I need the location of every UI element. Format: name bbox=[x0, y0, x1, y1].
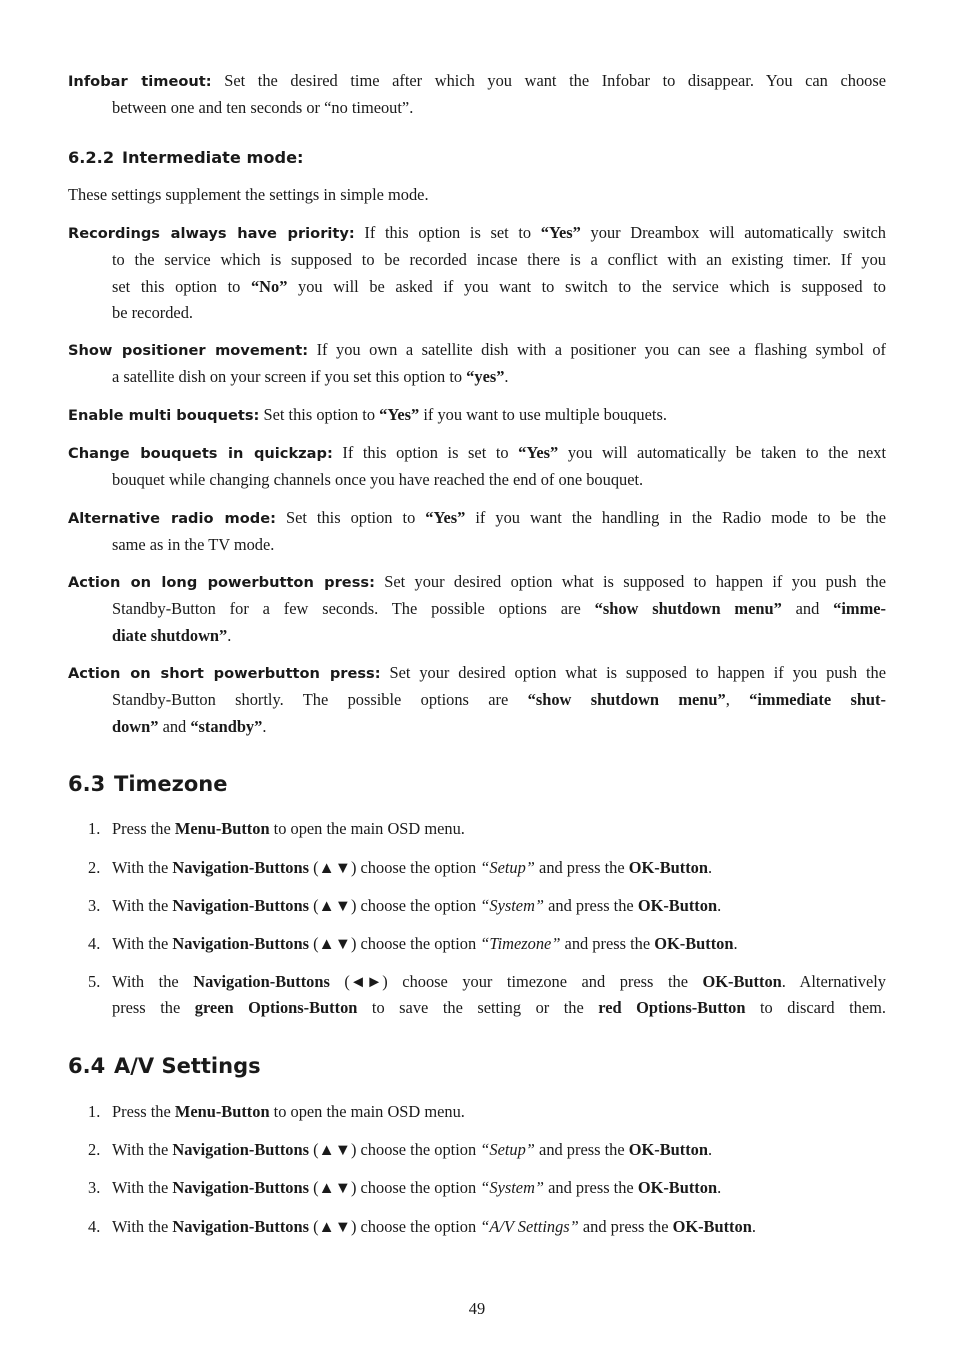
text: Press the bbox=[112, 819, 171, 838]
text: bouquet while changing channels once you have reached the end of one bouquet. bbox=[112, 470, 644, 490]
list-item bbox=[68, 1175, 886, 1201]
text: , bbox=[725, 690, 730, 710]
list-item bbox=[68, 969, 886, 1022]
def-short-powerbutton bbox=[68, 660, 886, 740]
button-name: Navigation-Buttons bbox=[172, 858, 309, 877]
text: Set the desired time after which you want the Infobar to disappear. You can choose bbox=[224, 71, 886, 90]
heading-number: 6.4 bbox=[68, 1054, 106, 1078]
button-name: Navigation-Buttons bbox=[193, 972, 330, 991]
section-heading-6-3 bbox=[68, 768, 886, 800]
text: With the bbox=[112, 896, 169, 915]
def-long-powerbutton bbox=[68, 569, 886, 649]
list-item bbox=[68, 1214, 886, 1240]
button-name: Navigation-Buttons bbox=[172, 896, 309, 915]
heading-title: Intermediate mode: bbox=[122, 148, 304, 167]
list-number: 3. bbox=[88, 1178, 101, 1197]
term: Change bouquets in quickzap: bbox=[68, 445, 333, 462]
text: Set your desired option what is supposed to happen if you push the bbox=[389, 663, 886, 682]
menu-option: “Setup” bbox=[480, 858, 535, 877]
value: “Yes” bbox=[518, 443, 559, 462]
def-infobar-timeout bbox=[68, 68, 886, 122]
button-name: red Options-Button bbox=[598, 998, 746, 1018]
button-name: OK-Button bbox=[654, 934, 734, 953]
text: . bbox=[717, 896, 722, 915]
term: Infobar timeout: bbox=[68, 73, 212, 90]
text: Press the bbox=[112, 1102, 171, 1121]
text: and press the bbox=[548, 896, 634, 915]
text: be recorded. bbox=[112, 303, 193, 323]
text: and bbox=[162, 716, 187, 736]
list-number: 1. bbox=[88, 819, 101, 838]
text: . bbox=[751, 1217, 756, 1236]
button-name: OK-Button bbox=[637, 1178, 718, 1197]
text: to discard them. bbox=[759, 998, 886, 1018]
def-positioner-movement bbox=[68, 337, 886, 391]
text: same as in the TV mode. bbox=[112, 535, 275, 555]
button-name: OK-Button bbox=[702, 972, 782, 991]
heading-title: A/V Settings bbox=[114, 1054, 261, 1078]
button-name: OK-Button bbox=[672, 1217, 752, 1236]
text: . bbox=[733, 934, 738, 953]
def-quickzap bbox=[68, 440, 886, 494]
intro-paragraph: These settings supplement the settings in simple mode. bbox=[68, 185, 429, 204]
text: and press the bbox=[539, 858, 625, 877]
text: and press the bbox=[564, 934, 651, 953]
text: set this option to bbox=[112, 276, 241, 296]
button-name: Navigation-Buttons bbox=[172, 1140, 309, 1159]
text: With the bbox=[112, 934, 169, 953]
button-name: green Options-Button bbox=[194, 998, 358, 1018]
text: Set this option to bbox=[285, 508, 416, 527]
button-name: Navigation-Buttons bbox=[172, 1217, 309, 1236]
term: Recordings always have priority: bbox=[68, 225, 355, 242]
value: “show shutdown menu” bbox=[527, 690, 726, 710]
text: if you want to use multiple bouquets. bbox=[423, 405, 667, 424]
text: . Alternatively bbox=[781, 972, 886, 991]
list-number: 4. bbox=[88, 1217, 101, 1236]
text: If you own a satellite dish with a positioner you can see a flashing symbol of bbox=[316, 340, 886, 359]
list-number: 1. bbox=[88, 1102, 101, 1121]
text: . bbox=[504, 367, 509, 387]
text: With the bbox=[112, 858, 169, 877]
term: Show positioner movement: bbox=[68, 342, 309, 359]
page-number: 49 bbox=[468, 1299, 486, 1318]
text: to open the main OSD menu. bbox=[273, 1102, 465, 1121]
value: down” bbox=[112, 716, 159, 736]
text: With the bbox=[112, 1178, 169, 1197]
list-number: 2. bbox=[88, 858, 101, 877]
def-radio-mode bbox=[68, 505, 886, 559]
section-heading-6-4 bbox=[68, 1050, 886, 1082]
menu-option: “Setup” bbox=[480, 1140, 535, 1159]
text: (▲▼) choose the option bbox=[313, 1217, 477, 1236]
value: “immediate shut- bbox=[749, 690, 886, 710]
button-name: OK-Button bbox=[628, 1140, 708, 1159]
menu-option: “System” bbox=[480, 1178, 545, 1197]
text: and bbox=[795, 599, 820, 619]
term: Action on long powerbutton press: bbox=[68, 574, 375, 591]
text: . bbox=[262, 716, 267, 736]
value: “Yes” bbox=[540, 223, 581, 242]
heading-title: Timezone bbox=[114, 772, 228, 796]
text: (▲▼) choose the option bbox=[313, 896, 477, 915]
def-multi-bouquets bbox=[68, 402, 886, 429]
value: “Yes” bbox=[425, 508, 466, 527]
text: If this option is set to bbox=[364, 223, 532, 242]
list-number: 2. bbox=[88, 1140, 101, 1159]
heading-number: 6.3 bbox=[68, 772, 106, 796]
text: press the bbox=[112, 998, 181, 1018]
text: . bbox=[707, 1140, 713, 1159]
button-name: Menu-Button bbox=[174, 1102, 270, 1121]
value: “show shutdown menu” bbox=[594, 599, 782, 619]
text: if you want the handling in the Radio mode to be the bbox=[475, 508, 886, 527]
button-name: OK-Button bbox=[628, 858, 708, 877]
text: Standby-Button shortly. The possible options are bbox=[112, 690, 509, 710]
text: (▲▼) choose the option bbox=[313, 1178, 477, 1197]
text: and press the bbox=[548, 1178, 634, 1197]
button-name: Menu-Button bbox=[174, 819, 270, 838]
def-recordings-priority bbox=[68, 220, 886, 327]
value: “standby” bbox=[190, 716, 263, 736]
list-item bbox=[68, 893, 886, 919]
text: With the bbox=[112, 972, 179, 991]
text: (▲▼) choose the option bbox=[313, 858, 477, 877]
menu-option: “A/V Settings” bbox=[480, 1217, 579, 1236]
heading-number: 6.2.2 bbox=[68, 148, 115, 167]
text: Set this option to bbox=[263, 405, 376, 424]
text: (◄►) choose your timezone and press the bbox=[344, 972, 688, 991]
list-item bbox=[68, 1099, 886, 1125]
button-name: OK-Button bbox=[637, 896, 718, 915]
list-item bbox=[68, 855, 886, 881]
list-number: 4. bbox=[88, 934, 101, 953]
value: “imme- bbox=[833, 599, 886, 619]
list-item bbox=[68, 1137, 886, 1163]
text: If this option is set to bbox=[342, 443, 509, 462]
value: “No” bbox=[250, 276, 288, 296]
term: Alternative radio mode: bbox=[68, 510, 276, 527]
text: With the bbox=[112, 1217, 169, 1236]
text: Set your desired option what is supposed to happen if you push the bbox=[384, 572, 886, 591]
menu-option: “Timezone” bbox=[480, 934, 561, 953]
value: “yes” bbox=[466, 367, 505, 387]
text: a satellite dish on your screen if you set this option to bbox=[112, 367, 463, 387]
list-number: 5. bbox=[88, 972, 101, 991]
text: you will be asked if you want to switch to the service which is supposed to bbox=[298, 276, 886, 296]
value: “Yes” bbox=[379, 405, 420, 424]
text: and press the bbox=[582, 1217, 669, 1236]
text: you will automatically be taken to the next bbox=[567, 443, 886, 462]
subsection-heading-6-2-2 bbox=[68, 144, 886, 172]
button-name: Navigation-Buttons bbox=[172, 934, 309, 953]
text: (▲▼) choose the option bbox=[313, 1140, 477, 1159]
text: to open the main OSD menu. bbox=[273, 819, 465, 838]
text: . bbox=[707, 858, 713, 877]
list-item bbox=[68, 816, 886, 842]
list-item bbox=[68, 931, 886, 957]
term: Action on short powerbutton press: bbox=[68, 665, 381, 682]
text: to the service which is supposed to be recorded incase there is a conflict with an existing timer. If you bbox=[112, 250, 886, 270]
text: Standby-Button for a few seconds. The possible options are bbox=[112, 599, 581, 619]
text: (▲▼) choose the option bbox=[313, 934, 477, 953]
text: and press the bbox=[539, 1140, 625, 1159]
text: With the bbox=[112, 1140, 169, 1159]
text: . bbox=[227, 625, 232, 645]
document-page bbox=[68, 0, 886, 1350]
text: your Dreambox will automatically switch bbox=[590, 223, 886, 242]
button-name: Navigation-Buttons bbox=[172, 1178, 309, 1197]
list-number: 3. bbox=[88, 896, 101, 915]
menu-option: “System” bbox=[480, 896, 545, 915]
term: Enable multi bouquets: bbox=[68, 407, 260, 424]
text: between one and ten seconds or “no timeout”. bbox=[112, 98, 414, 118]
text: to save the setting or the bbox=[371, 998, 584, 1018]
text: . bbox=[717, 1178, 722, 1197]
value: diate shutdown” bbox=[112, 625, 228, 645]
